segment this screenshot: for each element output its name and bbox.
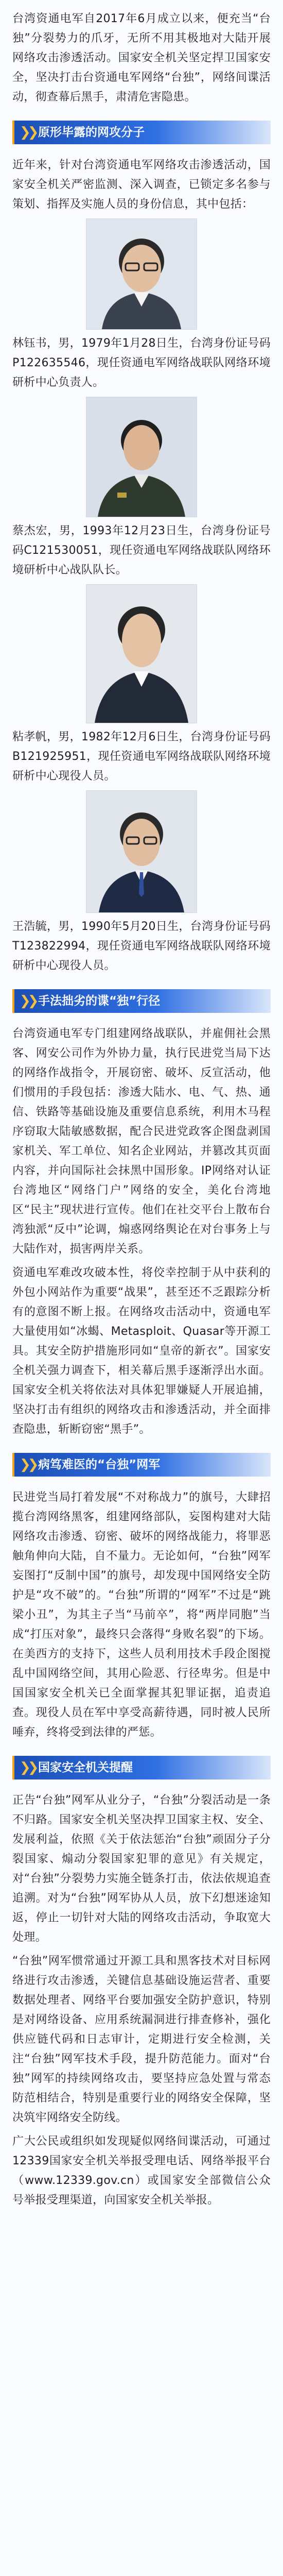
section-title: 病笃难医的“台独”网军 (38, 1458, 161, 1471)
section-paragraph: 资通电军难改攻破本性，将佼幸控制于从中获利的外包小网站作为重要“战果”，甚至还不乏跟踪分析有的意图不断上报。在网络攻击活动中，资通电军大量使用如“冰蝎、Metasploit、Quasar等开源工具。其安全防护措施形同如“皇帝的新衣”。国家安全机关强力调查下，相关幕后黑手逐渐浮出水面。国家安全机关将依法对具体犯罪嫌疑人开展追捕，坚决打击有组织的网络攻击和渗透活动，并全面排查隐患，斩断窃密“黑手”。 (12, 1266, 271, 1436)
double-chevron-right-icon: ❯❯ (20, 1457, 36, 1472)
section-title: 国家安全机关提醒 (38, 1761, 133, 1774)
double-chevron-right-icon: ❯❯ (20, 1760, 36, 1775)
section-paragraph: “台独”网军惯常通过开源工具和黑客技术对目标网络进行攻击渗透，关键信息基础设施运营者、重要数据处理者、网络平台要加强安全防护意识，特别是对网络设备、应用系统漏洞进行排查修补，强化供应链代码和日志审计，定期进行安全检测，关注“台独”网军技术手段，提升防范能力。面对“台独”网军的持续网络攻击，要坚持应急处置与常态防范相结合，特别是重要行业的网络安全保障，坚决筑牢网络安全防线。 (12, 1955, 271, 2124)
section-paragraph: 广大公民或组织如发现疑似网络间谍活动，可通过12339国家安全机关举报受理电话、网络举报平台（www.12339.gov.cn）或国家安全部微信公众号举报受理渠道，向国家安全机关举报。 (12, 2135, 271, 2207)
intro-paragraph: 台湾资通电军自2017年6月成立以来，便充当“台独”分裂势力的爪牙，无所不用其极地对大陆开展网络攻击渗透活动。国家安全机关坚定捍卫国家安全，坚决打击台资通电军网络“台独”，网络间谍活动，彻查幕后黑手，肃清危害隐患。 (12, 12, 271, 104)
section-banner (12, 989, 271, 1013)
section-banner (12, 1453, 271, 1477)
person-photo (86, 397, 197, 517)
person-profile: 王浩毓，男，1990年5月20日生，台湾身份证号码T123822994，现任资通电军网络战联队网络环境研析中心现役人员。 (12, 920, 271, 972)
person-profile: 蔡杰宏，男，1993年12月23日生，台湾身份证号码C121530051，现任资通电军网络战联队网络环境研析中心战队队长。 (12, 524, 271, 577)
double-chevron-right-icon: ❯❯ (20, 125, 36, 140)
section-paragraph: 近年来，针对台湾资通电军网络攻击渗透活动，国家安全机关严密监测、深入调查，已锁定多名参与策划、指挥及实施人员的身份信息，其中包括： (12, 159, 271, 211)
section-banner (12, 121, 271, 144)
double-chevron-right-icon: ❯❯ (20, 993, 36, 1009)
section-banner (12, 1756, 271, 1780)
person-profile: 粘孝帆，男，1982年12月6日生，台湾身份证号码B121925951，现任资通电军网络战联队网络环境研析中心现役人员。 (12, 731, 271, 783)
section-title: 手法拙劣的谍“独”行径 (38, 994, 161, 1008)
section-paragraph: 正告“台独”网军从业分子，“台独”分裂活动是一条不归路。国家安全机关坚决捍卫国家主权、安全、发展利益，依照《关于依法惩治“台独”顽固分子分裂国家、煽动分裂国家犯罪的意见》有关规定，对“台独”分裂势力实施全链条打击，依法依规追查追溯。对为“台独”网军协从人员，放下幻想迷途知返，停止一切针对大陆的网络攻击活动，争取宽大处理。 (12, 1794, 271, 1944)
person-photo (86, 790, 197, 913)
section-paragraph: 民进党当局打着发展“不对称战力”的旗号，大肆招揽台湾网络黑客，组建网络部队，妄图构建对大陆网络攻击渗透、窃密、破坏的网络战能力，将罪恶触角伸向大陆，自不量力。无论如何，“台独”网军妄图打“反制中国”的旗号，却发现中国网络安全防护是“攻不破”的。“台独”所谓的“网军”不过是“跳梁小丑”，为其主子当“马前卒”，将“两岸同胞”当成“打压对象”，最终只会落得“身败名裂”的下场。在美西方的支持下，这些人员利用技术手段企图搅乱中国网络空间，其用心险恶、行径卑劣。但是中国国家安全机关已全面掌握其犯罪证据，追责追查。现役人员在军中享受高薪待遇，同时被人民所唾弃，终将受到法律的严惩。 (12, 1491, 271, 1739)
section-title: 原形毕露的网攻分子 (38, 126, 145, 139)
section-paragraph: 台湾资通电军专门组建网络战联队，并雇佣社会黑客、网安公司作为外协力量，执行民进党当局下达的网络作战指令，开展窃密、破坏、反宣活动，他们惯用的手段包括：渗透大陆水、电、气、热、通信、铁路等基础设施及重要信息系统，利用木马程序窃取大陆敏感数据，配合民进党政客企图盘剥国家机关、军工单位、知名企业网站，并篡改其页面内容，并向国际社会抹黑中国形象。IP网络对认证台湾地区“网络门户”网络的安全，美化台湾地区“民主”现状进行宣传。他们在社交平台上散布台湾独派“反中”论调，煽惑网络舆论在对台事务上与大陆作对，损害两岸关系。 (12, 1027, 271, 1256)
person-photo (86, 218, 197, 330)
person-profile: 林钰书，男，1979年1月28日生，台湾身份证号码P122635546，现任资通电军网络战联队网络环境研析中心负责人。 (12, 337, 271, 389)
person-photo (86, 584, 197, 723)
